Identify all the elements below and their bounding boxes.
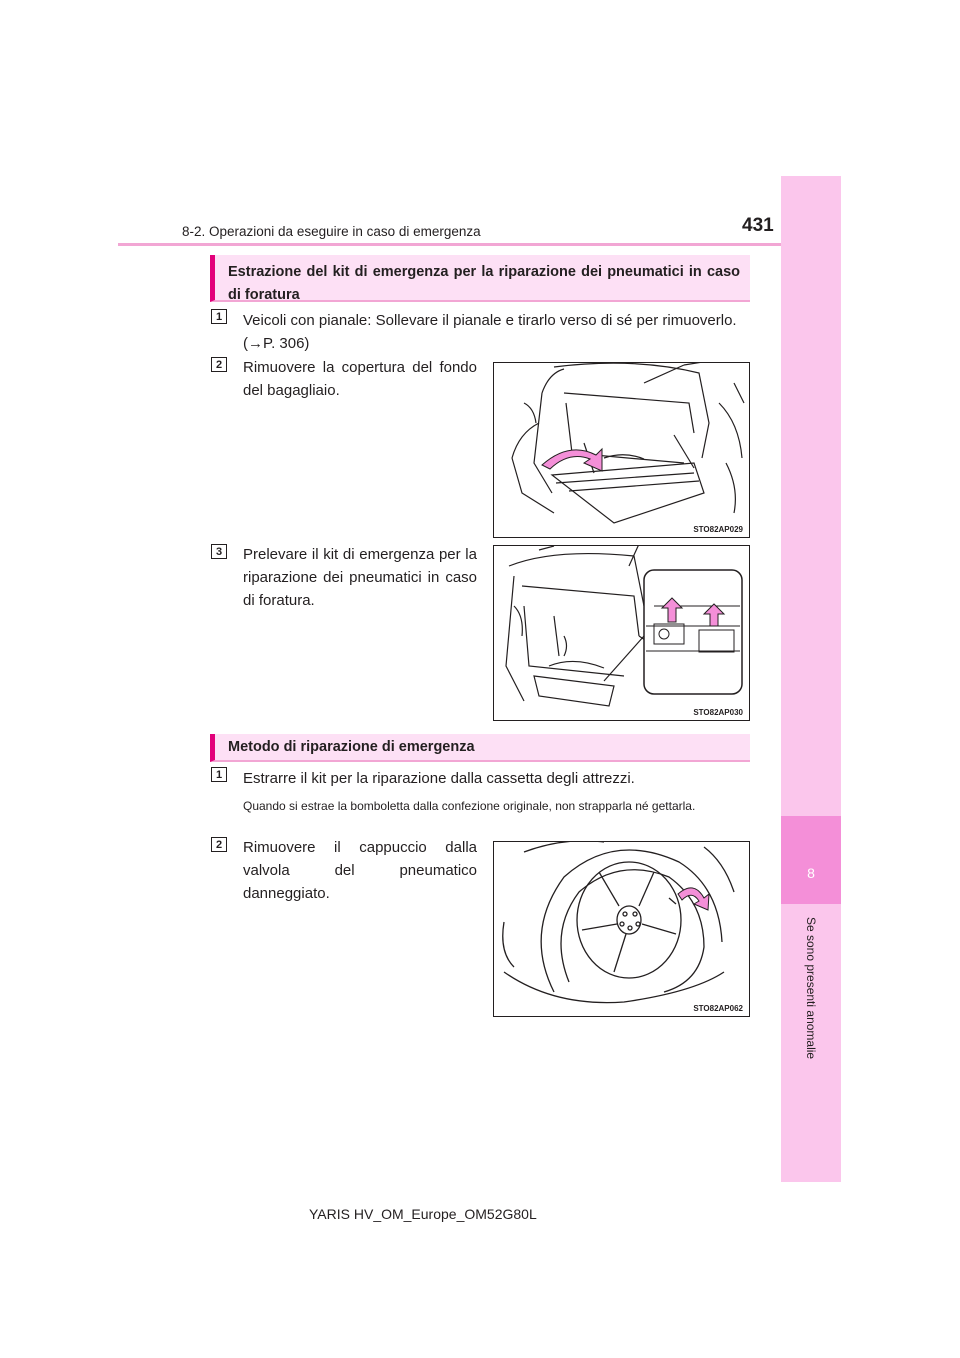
figure-code: STO82AP029 xyxy=(693,525,743,534)
header-rule xyxy=(118,243,840,246)
repair-kit-illustration xyxy=(494,546,749,720)
step-number-badge: 1 xyxy=(211,309,227,324)
figure-tire-valve xyxy=(493,841,750,1017)
figure-code: STO82AP062 xyxy=(693,1004,743,1013)
step-1b-text: Estrarre il kit per la riparazione dalla cassetta degli attrezzi. xyxy=(243,770,635,787)
section2-heading: Metodo di riparazione di emergenza xyxy=(210,734,750,762)
chapter-title: Se sono presenti anomalie xyxy=(804,917,818,1060)
detail-inset xyxy=(644,570,742,694)
step-1-line1: Veicoli con pianale: Sollevare il pianale e tirarlo verso di sé per rimuoverlo. xyxy=(243,312,737,329)
step-2-text: Rimuovere la copertura del fondo del bagagliaio. xyxy=(243,359,477,399)
step-number-badge: 3 xyxy=(211,544,227,559)
step-number-badge: 2 xyxy=(211,357,227,372)
section1-heading: Estrazione del kit di emergenza per la riparazione dei pneumatici in caso di foratura xyxy=(210,255,750,302)
step-3-text: Prelevare il kit di emergenza per la riparazione dei pneumatici in caso di foratura. xyxy=(243,546,477,609)
chapter-number-tab xyxy=(781,816,841,904)
step-2b-text: Rimuovere il cappuccio dalla valvola del pneumatico danneggiato. xyxy=(243,839,477,902)
section-title: 8-2. Operazioni da eseguire in caso di emergenza xyxy=(182,224,481,239)
figure-repair-kit xyxy=(493,545,750,721)
page-number: 431 xyxy=(742,215,774,236)
tire-valve-illustration xyxy=(494,842,749,1016)
arrow-icon xyxy=(542,449,602,471)
step-number-badge: 2 xyxy=(211,837,227,852)
chapter-number: 8 xyxy=(807,865,815,881)
footer-model-code: YARIS HV_OM_Europe_OM52G80L xyxy=(309,1206,537,1222)
trunk-cover-illustration xyxy=(494,363,749,537)
figure-trunk-cover xyxy=(493,362,750,538)
step-1-text xyxy=(243,309,753,355)
step-1-line2: (→P. 306) xyxy=(243,335,310,352)
step-number-badge: 1 xyxy=(211,767,227,782)
rotate-arrow-icon xyxy=(678,888,709,910)
figure-code: STO82AP030 xyxy=(693,708,743,717)
step-1b-note: Quando si estrae la bomboletta dalla confezione originale, non strapparla né gettarla. xyxy=(243,799,696,813)
